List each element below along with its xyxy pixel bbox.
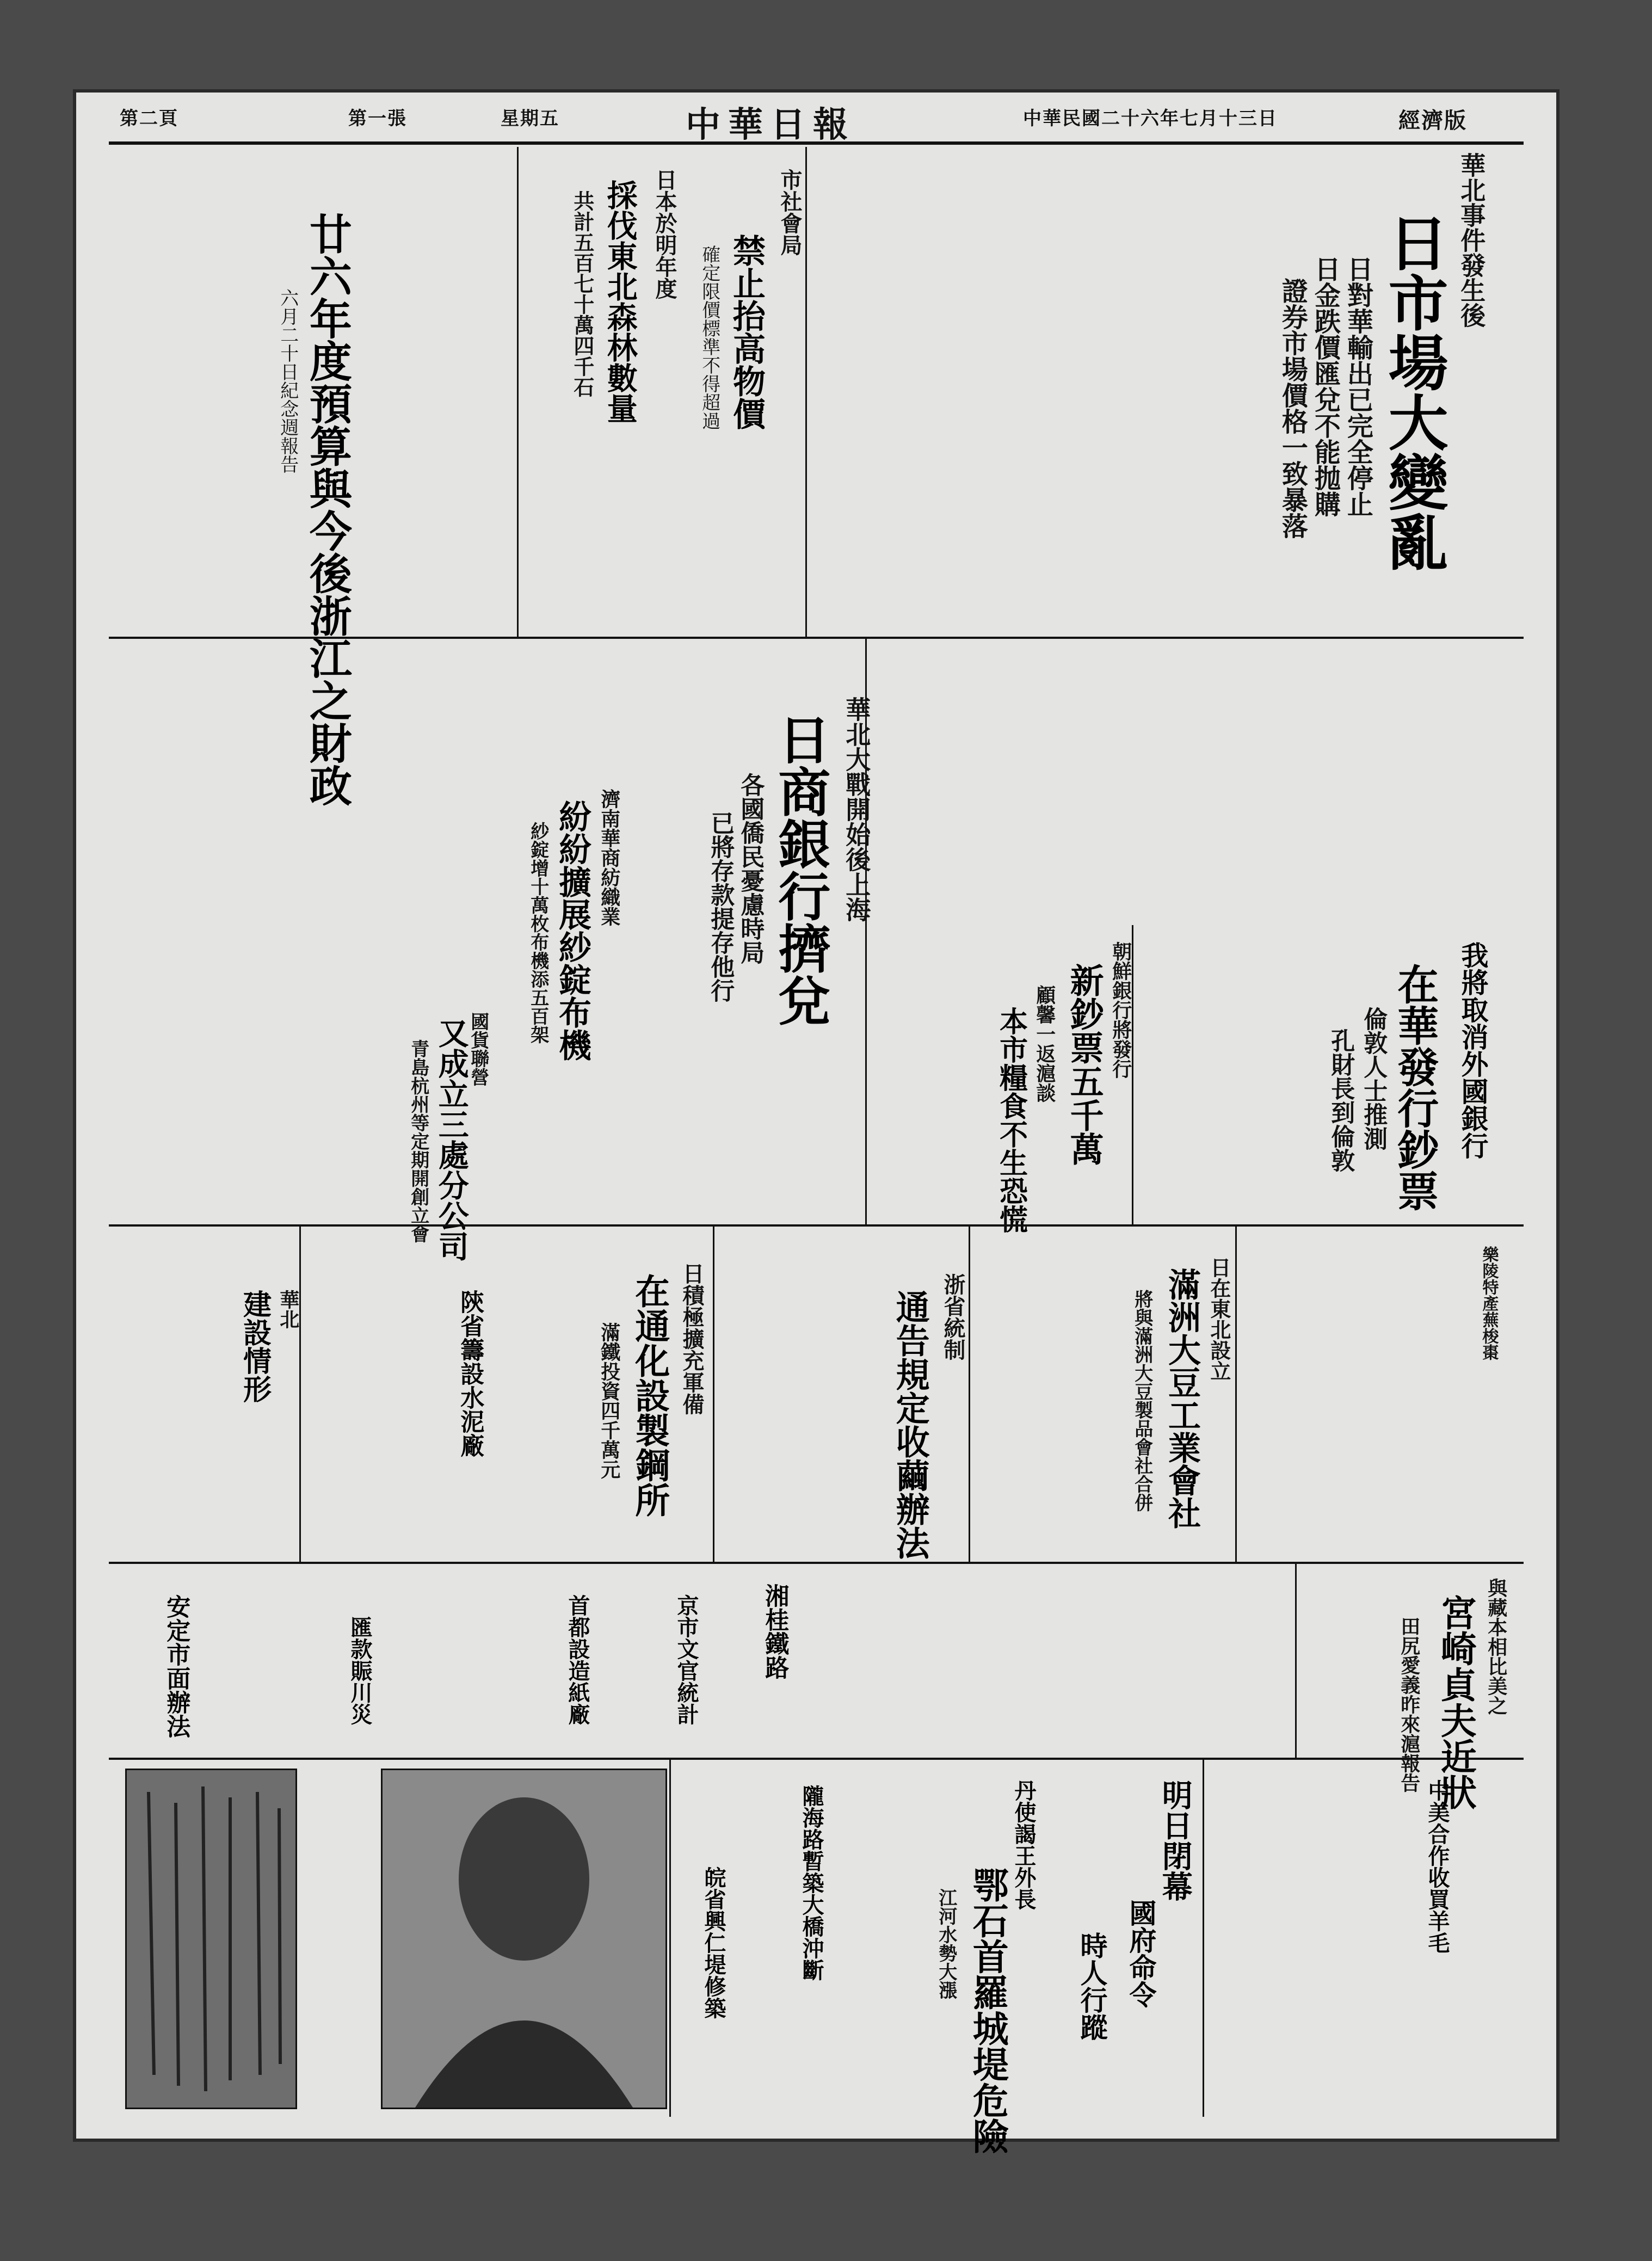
newspaper-page (76, 93, 1556, 2154)
column-rule (1203, 1758, 1204, 2117)
miyazaki-sub: 田尻愛義昨來滬報告 (1397, 1616, 1421, 1792)
body-text (114, 1235, 229, 1551)
mills-sub: 紗錠增十萬枚布機添五百架 (527, 822, 549, 1044)
page-number: 第二頁 (120, 108, 178, 130)
loan-headline2: 在華發行鈔票 (1390, 963, 1439, 1211)
miyazaki-kicker: 與藏本相比美之 (1484, 1578, 1508, 1715)
trade-sub: 青島杭州等定期開創立會 (407, 1039, 429, 1243)
decree-headline: 國府命令 (1125, 1899, 1157, 2008)
column-rule (299, 1224, 301, 1562)
food-headline: 本市糧食不生恐慌 (994, 1007, 1028, 1233)
body-text (1241, 1235, 1513, 1551)
body-text (794, 1573, 1284, 1747)
korea-kicker: 朝鮮銀行將發行 (1109, 941, 1132, 1079)
banks-kicker: 華北大戰開始後上海 (842, 697, 872, 922)
portrait-photo (381, 1769, 667, 2109)
date-label: 中華民國二十六年七月十三日 (1023, 108, 1278, 130)
weekday: 星期五 (501, 108, 559, 130)
body-text (109, 152, 223, 631)
prices-sub: 確定限價標準不得超過 (698, 245, 720, 430)
banks-sub1: 各國僑民憂慮時局 (736, 773, 765, 964)
body-text (974, 1235, 1121, 1551)
body-text (1143, 931, 1306, 1213)
dual-headline: 皖省興仁堤修築 (701, 1866, 726, 2019)
forest-headline: 採伐東北森林數量 (602, 180, 638, 423)
body-text (871, 648, 1518, 920)
column-rule (805, 147, 807, 637)
column-rule (1132, 925, 1133, 1224)
forest-kicker: 日本於明年度 (652, 169, 677, 299)
row-rule (109, 1224, 1524, 1227)
body-text (871, 931, 979, 1213)
portrait-icon (383, 1770, 665, 2108)
prices-kicker: 市社會局 (777, 169, 803, 256)
cocoon-kicker: 浙省統制 (940, 1273, 966, 1360)
lead-sub3: 證券市場價格一致暴落 (1277, 278, 1308, 539)
paper-mill-headline: 首都設造紙廠 (565, 1594, 590, 1725)
steel-kicker: 日積極擴充軍備 (679, 1262, 705, 1415)
body-text (1458, 1769, 1524, 2106)
cocoon-headline: 通告規定收繭辦法 (890, 1290, 930, 1560)
mills-kicker: 濟南華商紡織業 (597, 789, 621, 926)
row-rule (109, 637, 1524, 639)
miyazaki-headline: 宮崎貞夫近狀 (1434, 1594, 1477, 1810)
trade-kicker: 國貨聯營 (467, 1012, 489, 1086)
column-rule (713, 1224, 714, 1562)
closing-headline: 明日閉幕 (1157, 1779, 1193, 1901)
construction-headline: 建設情形 (238, 1290, 272, 1403)
cement-headline: 陝省籌設水泥廠 (456, 1290, 484, 1457)
body-text (196, 1573, 332, 1747)
row-rule (109, 1562, 1524, 1564)
construction-kicker: 華北 (276, 1290, 300, 1329)
prices-headline: 禁止抬高物價 (728, 234, 766, 430)
wang-headline: 丹使謁王外長 (1011, 1779, 1037, 1910)
body-text (1077, 152, 1268, 631)
body-text (414, 1573, 544, 1747)
body-text (675, 1769, 794, 2106)
tobacco-headline: 樂陵特產蕪梭棗 (1479, 1246, 1499, 1360)
body-text (838, 1769, 925, 2106)
calligraphy-image (125, 1769, 297, 2109)
ren-headline: 安定市面辦法 (162, 1594, 190, 1738)
column-rule (1295, 1562, 1297, 1758)
lead-sub1: 日對華輸出已完全停止 (1342, 256, 1373, 517)
budget-headline: 廿六年度預算與今後浙江之財政 (302, 212, 352, 806)
body-text (120, 974, 392, 1213)
flood-kicker: 江河水勢大漲 (935, 1888, 957, 1999)
kaifeng-headline: 隴海路暫築大橋沖斷 (799, 1785, 824, 1981)
banks-sub2: 已將存款提存他行 (706, 811, 735, 1002)
wool-headline: 中美合作收買羊毛 (1425, 1779, 1450, 1954)
mills-headline: 紛紛擴展紗錠布機 (553, 800, 591, 1061)
stats-headline: 京市文官統計 (674, 1594, 699, 1725)
soy-sub: 將與滿洲大豆製品會社合併 (1131, 1290, 1153, 1512)
steel-headline: 在通化設製鋼所 (629, 1273, 670, 1517)
masthead-rule (109, 141, 1524, 145)
body-text (305, 1235, 446, 1551)
column-rule (517, 147, 519, 637)
soy-headline: 滿洲大豆工業會社 (1163, 1268, 1201, 1529)
body-text (120, 648, 511, 963)
lead-headline: 日市場大變亂 (1378, 212, 1449, 571)
steel-sub: 滿鐵投資四千萬元 (597, 1322, 621, 1479)
sheet-number: 第一張 (348, 108, 407, 130)
body-text (1208, 1769, 1415, 2106)
body-text (1306, 1573, 1388, 1747)
people-headline: 時人行蹤 (1076, 1932, 1108, 2041)
loan-sub1: 倫敦人士推測 (1359, 1007, 1388, 1150)
body-text (718, 1235, 882, 1551)
body-text (522, 397, 729, 626)
korea-headline: 新鈔票五千萬 (1064, 963, 1105, 1166)
relief-headline: 匯款賑川災 (347, 1616, 373, 1725)
row-rule (109, 1758, 1524, 1760)
calligraphy-icon (127, 1770, 295, 2108)
food-kicker: 顧馨一返滬談 (1033, 985, 1056, 1102)
paper-title: 中華日報 (686, 104, 855, 145)
banks-headline: 日商銀行擠兌 (769, 713, 831, 1026)
railway-headline: 湘桂鐵路 (761, 1584, 789, 1679)
forest-sub: 共計五百七十萬四千石 (570, 190, 595, 397)
body-text (348, 152, 511, 631)
budget-byline: 六月二十日紀念週報告 (276, 288, 299, 473)
column-rule (969, 1224, 970, 1562)
flood-headline: 鄂石首羅城堤危險 (966, 1866, 1009, 2154)
column-rule (669, 1758, 671, 2117)
loan-sub2: 孔財長到倫敦 (1327, 1028, 1355, 1172)
body-text (637, 648, 696, 1213)
section-label: 經濟版 (1398, 108, 1467, 133)
trade-headline: 又成立三處分公司 (433, 1018, 470, 1261)
loan-headline: 我將取消外國銀行 (1457, 941, 1489, 1159)
lead-kicker: 華北事件發生後 (1457, 152, 1487, 328)
column-rule (865, 637, 867, 1224)
soy-kicker: 日在東北設立 (1206, 1257, 1231, 1381)
lead-sub2: 日金跌價匯兌不能抛購 (1310, 256, 1341, 517)
body-text (811, 152, 1067, 631)
column-rule (1235, 1224, 1237, 1562)
